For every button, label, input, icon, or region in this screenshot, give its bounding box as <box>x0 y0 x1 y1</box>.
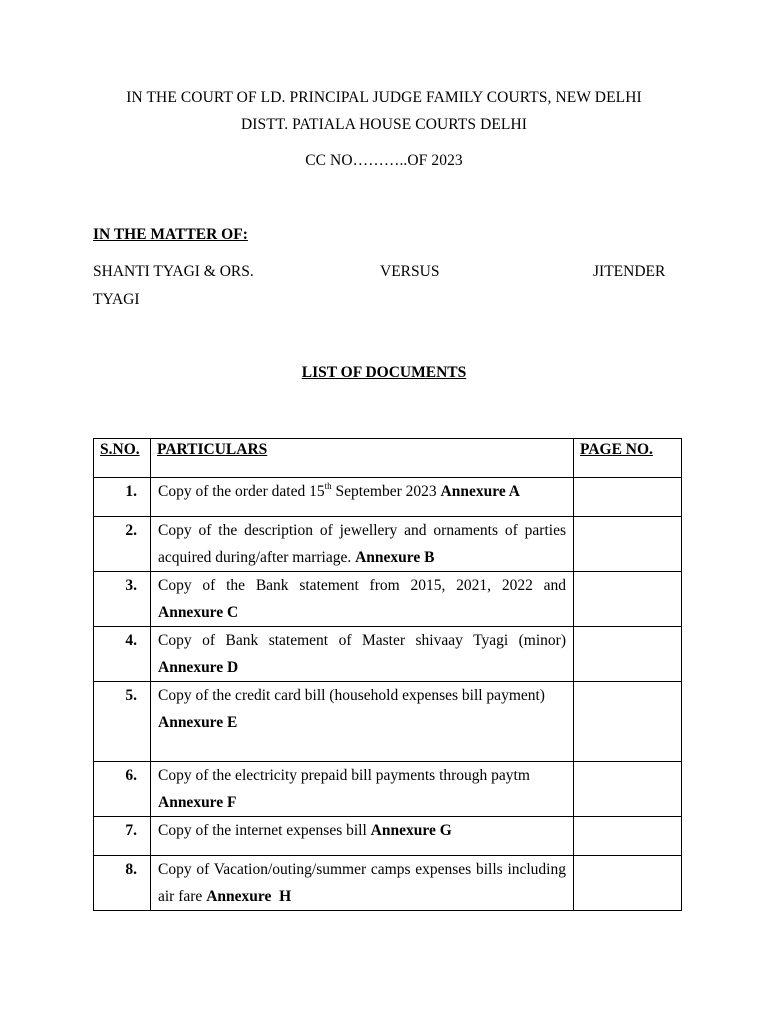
page-number-cell <box>574 856 682 911</box>
page-number-cell <box>574 572 682 627</box>
table-row <box>94 682 682 762</box>
serial-number: 3. <box>94 572 151 627</box>
table-row <box>94 517 682 572</box>
serial-number: 2. <box>94 517 151 572</box>
court-title-line2: DISTT. PATIALA HOUSE COURTS DELHI <box>240 116 528 133</box>
table-row <box>94 762 682 817</box>
column-header-sno: S.NO. <box>94 439 151 478</box>
petitioner-name: SHANTI TYAGI & ORS. <box>93 263 254 280</box>
particulars-cell: Copy of the description of jewellery and ornaments of parties acquired during/after marriage. Annexure B <box>151 517 574 572</box>
particulars-cell: Copy of the internet expenses bill Annexure G <box>151 817 574 856</box>
page-number-cell <box>574 627 682 682</box>
particulars-cell: Copy of the credit card bill (household expenses bill payment) Annexure E <box>151 682 574 762</box>
table-row <box>94 572 682 627</box>
case-number: CC NO………..OF 2023 <box>305 152 463 169</box>
page-number-cell <box>574 517 682 572</box>
table-row <box>94 856 682 911</box>
serial-number: 1. <box>94 478 151 517</box>
particulars-cell: Copy of the electricity prepaid bill payments through paytm Annexure F <box>151 762 574 817</box>
table-row <box>94 478 682 517</box>
serial-number: 5. <box>94 682 151 762</box>
column-header-particulars: PARTICULARS <box>151 439 574 478</box>
particulars-cell: Copy of Bank statement of Master shivaay Tyagi (minor) Annexure D <box>151 627 574 682</box>
table-header-row <box>94 439 682 478</box>
versus-label: VERSUS <box>380 263 440 280</box>
page-number-cell <box>574 762 682 817</box>
serial-number: 8. <box>94 856 151 911</box>
respondent-name-last: TYAGI <box>93 291 140 308</box>
list-of-documents-title: LIST OF DOCUMENTS <box>301 364 467 381</box>
serial-number: 4. <box>94 627 151 682</box>
court-title-line1: IN THE COURT OF LD. PRINCIPAL JUDGE FAMILY COURTS, NEW DELHI <box>126 89 642 106</box>
particulars-cell: Copy of the Bank statement from 2015, 2021, 2022 and Annexure C <box>151 572 574 627</box>
page-number-cell <box>574 478 682 517</box>
page-number-cell <box>574 682 682 762</box>
documents-table <box>93 438 682 911</box>
matter-heading: IN THE MATTER OF: <box>93 226 248 243</box>
particulars-cell: Copy of Vacation/outing/summer camps expenses bills including air fare Annexure H <box>151 856 574 911</box>
table-row <box>94 817 682 856</box>
serial-number: 7. <box>94 817 151 856</box>
serial-number: 6. <box>94 762 151 817</box>
page-number-cell <box>574 817 682 856</box>
column-header-page-no: PAGE NO. <box>574 439 682 478</box>
table-row <box>94 627 682 682</box>
particulars-cell: Copy of the order dated 15th September 2023 Annexure A <box>151 478 574 517</box>
respondent-name-first: JITENDER <box>593 263 666 280</box>
